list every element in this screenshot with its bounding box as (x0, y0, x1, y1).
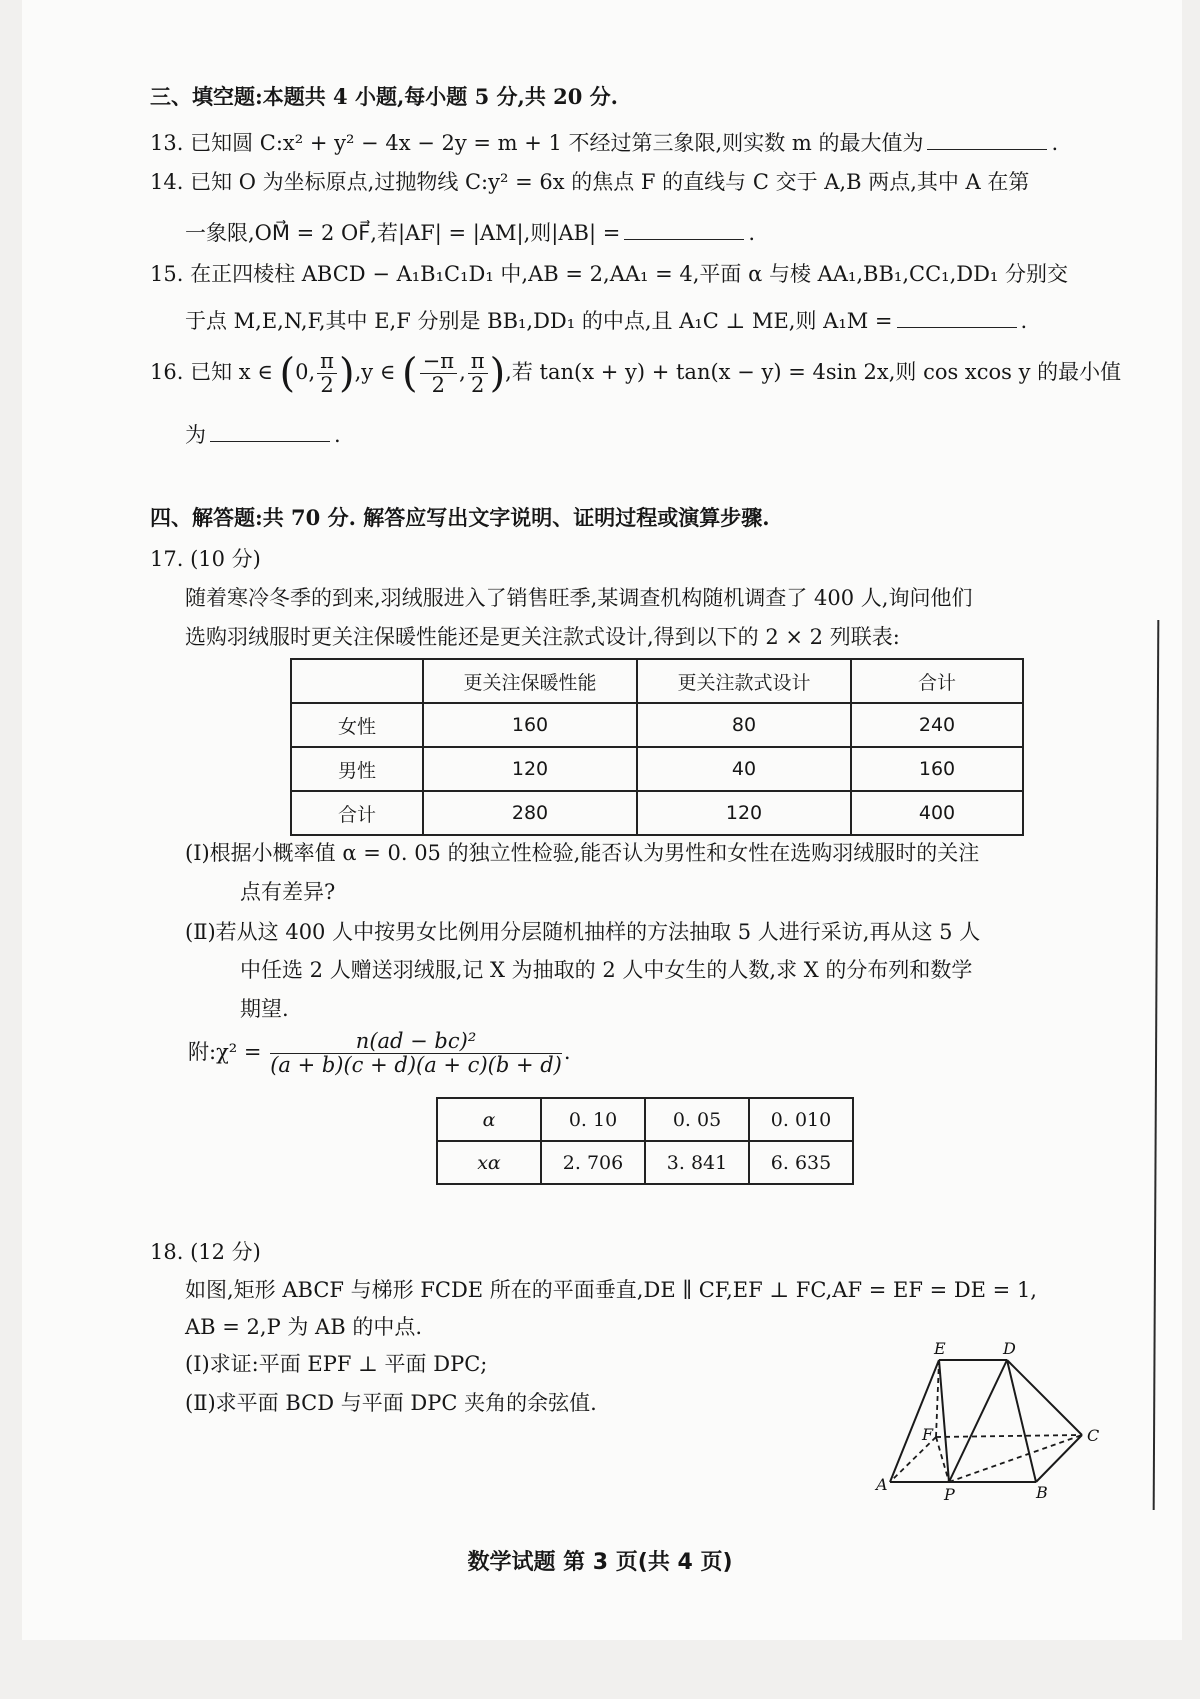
label-P: P (944, 1485, 955, 1504)
answer-blank-14 (624, 218, 744, 240)
question-13: 13. 已知圆 C:x² + y² − 4x − 2y = m + 1 不经过第三象限,则实数 m 的最大值为 . (150, 128, 1110, 156)
q16-mid2: ,若 tan(x + y) + tan(x − y) = 4sin 2x,则 cos xcos y 的最小值 (505, 360, 1122, 385)
question-17-title: 17. (10 分) (150, 547, 261, 571)
answer-blank-13 (927, 128, 1047, 150)
table-row: 合计 280 120 400 (291, 791, 1023, 835)
answer-blank-15 (897, 306, 1017, 328)
label-E: E (934, 1340, 946, 1358)
table-row: 男性 120 40 160 (291, 747, 1023, 791)
question-18-title: 18. (12 分) (150, 1240, 261, 1264)
question-15-text: 于点 M,E,N,F,其中 E,F 分别是 BB₁,DD₁ 的中点,且 A₁C ⊥ ME,则 A₁M = (185, 309, 893, 333)
table-row: 更关注保暖性能 更关注款式设计 合计 (291, 659, 1023, 703)
q16-prefix: 16. 已知 x ∈ (150, 360, 273, 385)
chi-square-formula: 附:χ² = $\frac{\text{n(ad − bc)²}}{(a + b)(c + d)(a + c)(b + d)}$ . (188, 1029, 571, 1078)
question-16-line1: 16. 已知 x ∈ (0, $\frac{\pi}{2}$ ),y ∈ ( $\frac{-\pi}{2}$ , $\frac{\pi}{2}$ ),若 tan(x + y) + tan(x − y) = 4sin 2x,则 cos xcos y 的最小值 (150, 349, 1122, 398)
geometry-figure (860, 1340, 1130, 1510)
appendix-label: 附:χ² = (188, 1040, 262, 1065)
question-18-text1: 如图,矩形 ABCF 与梯形 FCDE 所在的平面垂直,DE ∥ CF,EF ⊥ FC,AF = EF = DE = 1, (185, 1278, 1037, 1302)
question-17-part2-line2: 中任选 2 人赠送羽绒服,记 X 为抽取的 2 人中女生的人数,求 X 的分布列和数学 (240, 958, 973, 982)
label-B: B (1036, 1483, 1048, 1502)
interval-zero: 0 (295, 360, 309, 385)
section3-heading: 三、填空题:本题共 4 小题,每小题 5 分,共 20 分. (150, 84, 618, 109)
fraction-neg-pi-over-2: $\frac{-\pi}{2}$ (420, 350, 457, 397)
q16-mid1: ,y ∈ (354, 360, 396, 385)
answer-blank-16 (210, 420, 330, 442)
page-footer: 数学试题 第 3 页(共 4 页) (467, 1550, 733, 1575)
question-14-line2: 一象限,OM⃗ = 2 OF⃗,若|AF| = |AM|,则|AB| = . (185, 218, 1110, 246)
question-17-part1-line2: 点有差异? (240, 880, 336, 904)
table-row: 女性 160 80 240 (291, 703, 1023, 747)
question-18-part2: (Ⅱ)求平面 BCD 与平面 DPC 夹角的余弦值. (185, 1391, 597, 1415)
question-15-line1: 15. 在正四棱柱 ABCD − A₁B₁C₁D₁ 中,AB = 2,AA₁ = 4,平面 α 与棱 AA₁,BB₁,CC₁,DD₁ 分别交 (150, 262, 1069, 286)
question-18-text2: AB = 2,P 为 AB 的中点. (185, 1315, 423, 1339)
formula-numerator: n(ad − bc)² (270, 1030, 562, 1054)
question-13-text: 13. 已知圆 C:x² + y² − 4x − 2y = m + 1 不经过第三象限,则实数 m 的最大值为 (150, 131, 924, 155)
fraction-pi-over-2: $\frac{\pi}{2}$ (317, 350, 337, 397)
question-17-text1: 随着寒冷冬季的到来,羽绒服进入了销售旺季,某调查机构随机调查了 400 人,询问他们 (185, 586, 973, 610)
critical-value-table (436, 1097, 854, 1185)
question-15-line2: 于点 M,E,N,F,其中 E,F 分别是 BB₁,DD₁ 的中点,且 A₁C ⊥ ME,则 A₁M = . (185, 306, 1110, 334)
question-16-line2: 为 . (185, 420, 1110, 448)
question-17-text2: 选购羽绒服时更关注保暖性能还是更关注款式设计,得到以下的 2 × 2 列联表: (185, 625, 900, 649)
fraction-pi-over-2b: $\frac{\pi}{2}$ (468, 350, 488, 397)
section4-heading: 四、解答题:共 70 分. 解答应写出文字说明、证明过程或演算步骤. (150, 505, 770, 530)
question-17-part2-line3: 期望. (240, 997, 289, 1021)
question-14-line1: 14. 已知 O 为坐标原点,过抛物线 C:y² = 6x 的焦点 F 的直线与 C 交于 A,B 两点,其中 A 在第 (150, 170, 1030, 194)
label-D: D (1003, 1340, 1016, 1358)
chi-square-fraction (270, 1030, 562, 1077)
formula-denominator: (a + b)(c + d)(a + c)(b + d) (270, 1053, 562, 1078)
label-F: F (922, 1425, 934, 1444)
question-17-part2-line1: (Ⅱ)若从这 400 人中按男女比例用分层随机抽样的方法抽取 5 人进行采访,再从这 5 人 (185, 920, 981, 944)
question-14-text: 一象限,OM⃗ = 2 OF⃗,若|AF| = |AM|,则|AB| = (185, 221, 621, 245)
label-A: A (876, 1475, 888, 1494)
question-18-part1: (Ⅰ)求证:平面 EPF ⊥ 平面 DPC; (185, 1352, 488, 1376)
table-row: α 0. 10 0. 05 0. 010 (437, 1098, 853, 1141)
label-C: C (1087, 1426, 1100, 1445)
question-17-part1-line1: (Ⅰ)根据小概率值 α = 0. 05 的独立性检验,能否认为男性和女性在选购羽绒服时的关注 (185, 841, 980, 865)
contingency-table (290, 658, 1024, 836)
table-row: xα 2. 706 3. 841 6. 635 (437, 1141, 853, 1184)
